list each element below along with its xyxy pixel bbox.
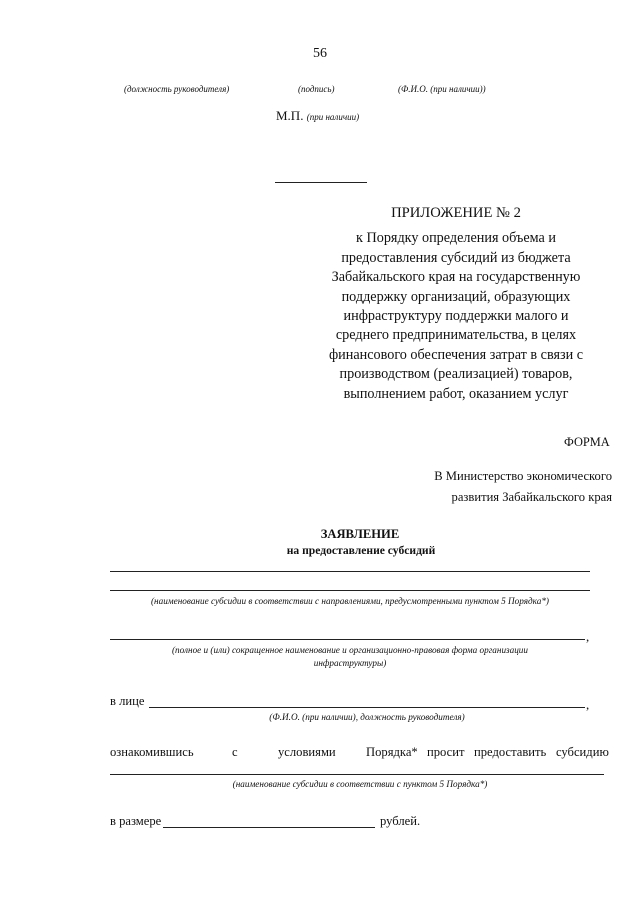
organization-name-line[interactable] — [110, 639, 585, 640]
subsidy-name-caption-2: (наименование субсидии в соответствии с пунктом 5 Порядка*) — [232, 779, 488, 789]
amount-label: в размере — [110, 814, 162, 828]
subsidy-name-line-1[interactable] — [110, 571, 590, 572]
appendix-line: среднего предпринимательства, в целях — [335, 327, 577, 344]
appendix-line: Забайкальского края на государственную — [331, 269, 581, 286]
appendix-block — [325, 204, 587, 404]
appendix-line: к Порядку определения объема и — [356, 230, 556, 247]
stamp-line — [276, 108, 359, 124]
subsidy-name-line-2[interactable] — [110, 590, 590, 591]
appendix-line: выполнением работ, оказанием услуг — [343, 385, 569, 402]
separator-line — [275, 182, 367, 183]
amount-unit: рублей. — [380, 814, 421, 828]
subsidy-name-caption: (наименование субсидии в соответствии с направлениями, предусмотренными пунктом 5 Порядка*) — [151, 596, 549, 606]
appendix-line: инфраструктуру поддержки малого и — [343, 308, 569, 325]
in-person-caption: (Ф.И.О. (при наличии), должность руководителя) — [269, 712, 465, 722]
position-caption: (должность руководителя) — [124, 84, 230, 94]
organization-caption-2: инфраструктуры) — [313, 658, 387, 668]
amount-line[interactable] — [163, 827, 375, 828]
subsidy-name-line-3[interactable] — [110, 774, 604, 775]
in-person-comma: , — [586, 697, 590, 712]
stamp-note: (при наличии) — [306, 112, 360, 122]
ack-word: с — [232, 745, 238, 759]
application-subtitle: на предоставление субсидий — [286, 544, 436, 557]
signature-caption: (подпись) — [298, 84, 335, 94]
application-title: ЗАЯВЛЕНИЕ — [320, 527, 400, 541]
appendix-line: производством (реализацией) товаров, — [339, 366, 573, 383]
recipient-line-1: В Министерство экономического — [434, 469, 612, 483]
appendix-title: ПРИЛОЖЕНИЕ № 2 — [391, 205, 521, 221]
appendix-line: поддержку организаций, образующих — [341, 288, 571, 305]
appendix-line: предоставления субсидий из бюджета — [341, 249, 571, 266]
organization-caption-1: (полное и (или) сокращенное наименование и организационно-правовая форма организации — [171, 645, 528, 655]
stamp-label: М.П. — [276, 108, 304, 123]
appendix-line: финансового обеспечения затрат в связи с — [328, 346, 584, 363]
organization-line-comma: , — [586, 629, 590, 644]
ack-word: ознакомившись — [110, 745, 194, 759]
ack-word: условиями — [278, 745, 336, 759]
ack-word: просит — [427, 745, 465, 759]
ack-word: Порядка* — [366, 745, 418, 759]
name-caption: (Ф.И.О. (при наличии)) — [398, 84, 486, 94]
in-person-line[interactable] — [149, 707, 585, 708]
ack-word: субсидию — [556, 745, 609, 759]
page-number: 56 — [313, 46, 327, 61]
recipient-block — [390, 466, 612, 508]
ack-word: предоставить — [474, 745, 547, 759]
form-label: ФОРМА — [564, 435, 610, 449]
recipient-line-2: развития Забайкальского края — [451, 490, 612, 504]
in-person-label: в лице — [110, 694, 145, 708]
